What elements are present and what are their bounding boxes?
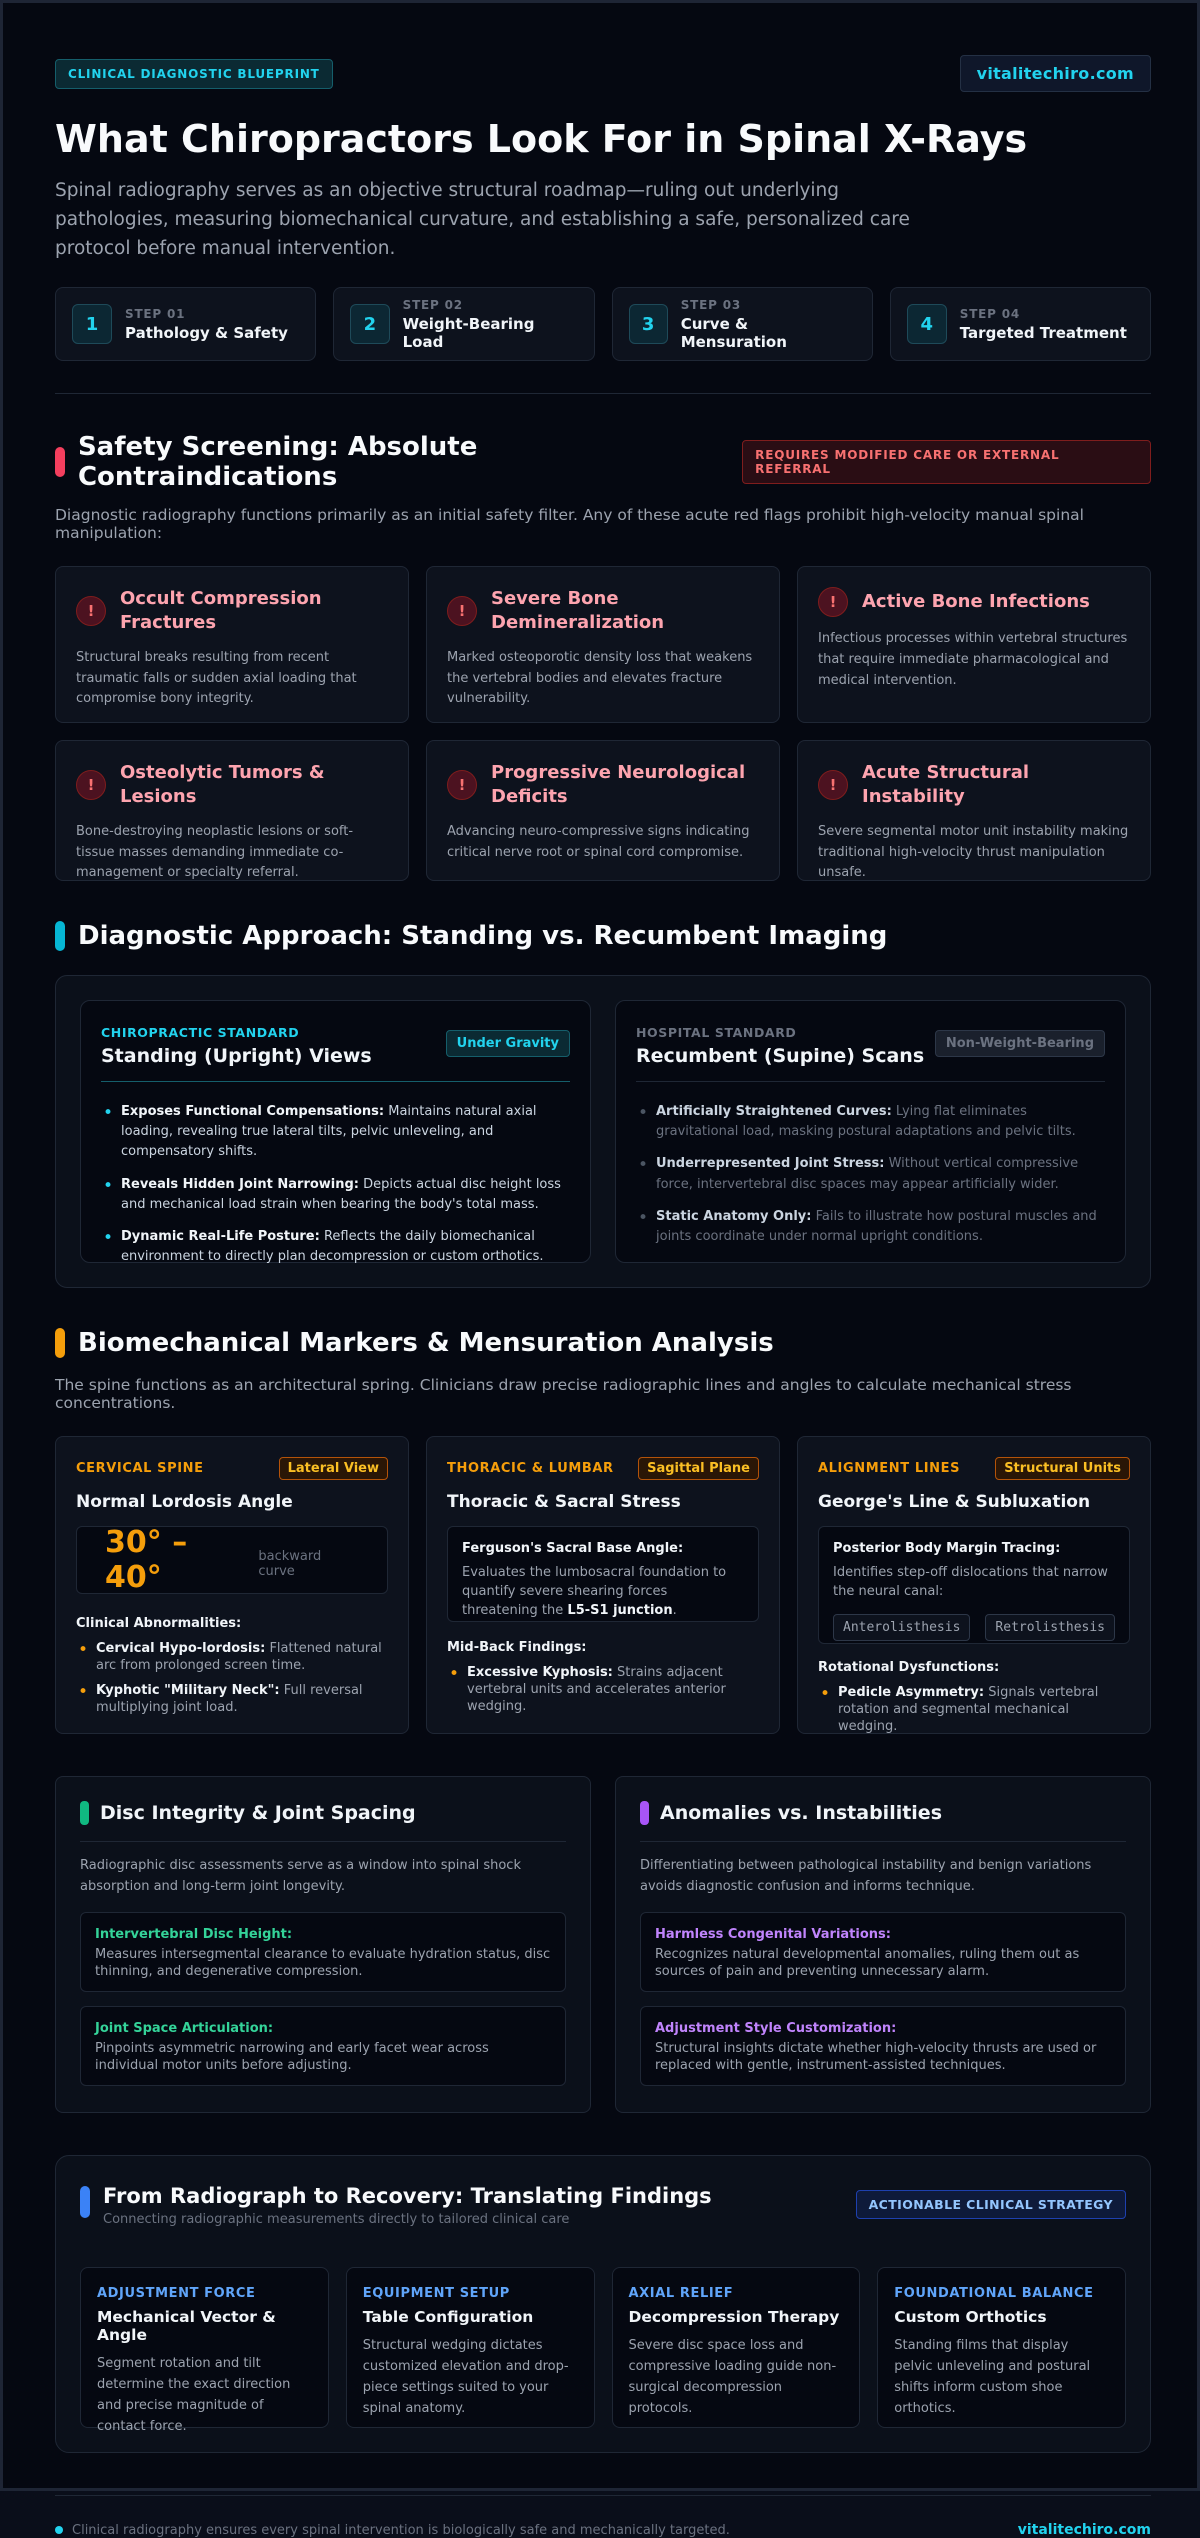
- standing-kicker: CHIROPRACTIC STANDARD: [101, 1025, 300, 1041]
- plane-tag: Sagittal Plane: [638, 1457, 759, 1480]
- red-flag-body: Marked osteoporotic density loss that weakens the vertebral bodies and elevates fracture vulnerability.: [447, 649, 753, 707]
- angle-value: 30° – 40°: [105, 1525, 188, 1596]
- card-title: Decompression Therapy: [628, 2308, 840, 2327]
- imaging-comparison: [55, 975, 1151, 1288]
- standing-card: [80, 1000, 591, 1263]
- section-accent-bar: [55, 921, 65, 951]
- list-item: • Cervical Hypo-lordosis: Flattened natural arc from prolonged screen time.: [76, 1641, 388, 1675]
- red-flag-body: Advancing neuro-compressive signs indicating critical nerve root or spinal cord compromise.: [447, 823, 750, 860]
- diagnostic-title: Diagnostic Approach: Standing vs. Recumbent Imaging: [78, 921, 888, 952]
- safety-subtitle: Diagnostic radiography functions primarily as an initial safety filter. Any of these acute red flags prohibit high-velocity manual spinal manipulation:: [55, 506, 1084, 543]
- cervical-card: [55, 1436, 409, 1734]
- card-title: Normal Lordosis Angle: [76, 1492, 293, 1513]
- footer-site-link[interactable]: vitalitechiro.com: [1017, 2522, 1151, 2538]
- list-item: • Pedicle Asymmetry: Signals vertebral rotation and segmental mechanical wedging.: [818, 1685, 1130, 1736]
- step-kicker: STEP 03: [680, 297, 742, 312]
- item-text: Measures intersegmental clearance to evaluate hydration status, disc thinning, and degenerative compression.: [95, 1946, 551, 1980]
- divider: [636, 1081, 1105, 1082]
- under-gravity-tag: Under Gravity: [446, 1030, 570, 1057]
- card-body: Severe disc space loss and compressive loading guide non-surgical decompression protocols.: [628, 2338, 837, 2416]
- step-kicker: STEP 04: [959, 306, 1021, 321]
- anomalies-title: Anomalies vs. Instabilities: [660, 1802, 943, 1825]
- tracing-box: [818, 1526, 1130, 1644]
- step-card: [612, 287, 873, 361]
- card-title: Custom Orthotics: [894, 2308, 1047, 2327]
- recumbent-title: Recumbent (Supine) Scans: [636, 1045, 925, 1068]
- card-kicker: CERVICAL SPINE: [76, 1461, 204, 1477]
- red-flag-card: [55, 566, 409, 723]
- step-number: 4: [907, 304, 947, 344]
- referral-badge: REQUIRES MODIFIED CARE OR EXTERNAL REFERRAL: [742, 440, 1151, 484]
- step-card: [890, 287, 1151, 361]
- footer-note: Clinical radiography ensures every spinal intervention is biologically safe and mechanically targeted.: [72, 2522, 730, 2538]
- section-accent-bar: [55, 447, 65, 477]
- footer: [55, 2495, 1151, 2538]
- alignment-card: [797, 1436, 1151, 1734]
- card-kicker: ADJUSTMENT FORCE: [97, 2286, 256, 2302]
- divider: [55, 393, 1151, 394]
- anomaly-item: [640, 2006, 1126, 2086]
- box-text: Identifies step-off dislocations that narrow the neural canal:: [833, 1565, 1108, 1599]
- blueprint-badge: CLINICAL DIAGNOSTIC BLUEPRINT: [55, 59, 333, 89]
- red-flag-card: [426, 566, 780, 723]
- list-item: • Underrepresented Joint Stress: Without vertical compressive force, intervertebral disc spaces may appear artificially wider.: [636, 1154, 1105, 1194]
- dysfunction-list: [818, 1685, 1130, 1736]
- red-flag-card: [426, 740, 780, 881]
- top-bar: [55, 55, 1151, 92]
- card-kicker: ALIGNMENT LINES: [818, 1461, 961, 1477]
- standing-title: Standing (Upright) Views: [101, 1045, 372, 1068]
- box-label: Ferguson's Sacral Base Angle:: [462, 1541, 684, 1557]
- biomech-header: [55, 1328, 1151, 1358]
- card-title: Table Configuration: [362, 2308, 534, 2327]
- recovery-subtitle: Connecting radiographic measurements directly to tailored clinical care: [103, 2212, 570, 2228]
- anterolisthesis-chip: Anterolisthesis: [833, 1614, 970, 1641]
- disc-title: Disc Integrity & Joint Spacing: [100, 1802, 416, 1825]
- section-accent-bar: [55, 1328, 65, 1358]
- recumbent-list: [636, 1102, 1105, 1247]
- red-flag-body: Structural breaks resulting from recent traumatic falls or sudden axial loading that compromise bony integrity.: [76, 649, 357, 707]
- divider: [101, 1081, 570, 1082]
- divider: [640, 1841, 1126, 1842]
- red-flag-title: Active Bone Infections: [862, 591, 1090, 612]
- alert-icon: !: [76, 596, 106, 626]
- card-body: Structural wedging dictates customized elevation and drop-piece settings suited to your spinal anatomy.: [362, 2338, 569, 2416]
- item-label: Harmless Congenital Variations:: [655, 1926, 891, 1942]
- list-item: • Static Anatomy Only: Fails to illustrate how postural muscles and joints coordinate under normal upright conditions.: [636, 1207, 1105, 1247]
- abnormality-list: [76, 1641, 388, 1717]
- alert-icon: !: [447, 770, 477, 800]
- page-title: What Chiropractors Look For in Spinal X-Rays: [55, 117, 1028, 161]
- item-label: Adjustment Style Customization:: [655, 2020, 897, 2036]
- thoracic-card: [426, 1436, 780, 1734]
- marker-grid: [55, 1436, 1151, 1734]
- standing-list: [101, 1102, 570, 1267]
- step-label: Weight-Bearing Load: [402, 314, 535, 351]
- divider: [80, 1841, 566, 1842]
- recumbent-kicker: HOSPITAL STANDARD: [636, 1025, 797, 1041]
- item-label: Intervertebral Disc Height:: [95, 1926, 293, 1942]
- red-flag-body: Bone-destroying neoplastic lesions or soft-tissue masses demanding immediate co-management or specialty referral.: [76, 823, 354, 881]
- red-flag-title: Osteolytic Tumors & Lesions: [120, 762, 325, 808]
- list-item: • Excessive Kyphosis: Strains adjacent vertebral units and accelerates anterior wedging.: [447, 1665, 759, 1716]
- card-title: Thoracic & Sacral Stress: [447, 1492, 681, 1513]
- box-label: Posterior Body Margin Tracing:: [833, 1541, 1061, 1557]
- red-flag-title: Occult Compression Fractures: [120, 588, 322, 634]
- section-accent-bar: [80, 1801, 89, 1825]
- disc-card: [55, 1776, 591, 2113]
- site-link[interactable]: vitalitechiro.com: [960, 55, 1151, 92]
- safety-title: Safety Screening: Absolute Contraindications: [77, 432, 478, 493]
- list-label: Rotational Dysfunctions:: [818, 1660, 1000, 1676]
- retrolisthesis-chip: Retrolisthesis: [985, 1614, 1115, 1641]
- card-body: Segment rotation and tilt determine the exact direction and precise magnitude of contact force.: [97, 2356, 291, 2434]
- item-text: Pinpoints asymmetric narrowing and early facet wear across individual motor units before adjusting.: [95, 2040, 489, 2074]
- finding-list: [447, 1665, 759, 1716]
- strategy-badge: ACTIONABLE CLINICAL STRATEGY: [856, 2190, 1126, 2219]
- red-flag-grid: [55, 566, 1151, 881]
- integrity-grid: [55, 1776, 1151, 2113]
- card-title: George's Line & Subluxation: [818, 1492, 1091, 1513]
- red-flag-card: [797, 566, 1151, 723]
- step-number: 3: [629, 304, 668, 344]
- list-label: Mid-Back Findings:: [447, 1640, 587, 1656]
- list-item: • Dynamic Real-Life Posture: Reflects the daily biomechanical environment to directly plan decompression or custom orthotics.: [101, 1227, 570, 1267]
- step-number: 2: [350, 304, 389, 344]
- red-flag-title: Severe Bone Demineralization: [491, 588, 665, 634]
- red-flag-card: [797, 740, 1151, 881]
- recovery-panel: [55, 2155, 1151, 2453]
- step-label: Targeted Treatment: [959, 323, 1127, 342]
- biomech-subtitle: The spine functions as an architectural spring. Clinicians draw precise radiographic lines and angles to calculate mechanical stress concentrations.: [55, 1376, 1072, 1413]
- list-item: • Exposes Functional Compensations: Maintains natural axial loading, revealing true lateral tilts, pelvic unleveling, and compensatory shifts.: [101, 1102, 570, 1162]
- alert-icon: !: [818, 770, 848, 800]
- item-label: Joint Space Articulation:: [95, 2020, 274, 2036]
- recovery-card: [346, 2267, 595, 2428]
- recovery-card: [612, 2267, 861, 2428]
- red-flag-title: Progressive Neurological Deficits: [491, 762, 746, 808]
- card-kicker: THORACIC & LUMBAR: [447, 1461, 614, 1477]
- non-weight-bearing-tag: Non-Weight-Bearing: [935, 1030, 1105, 1057]
- disc-item: [80, 1912, 566, 1992]
- card-kicker: EQUIPMENT SETUP: [362, 2286, 510, 2302]
- list-item: • Artificially Straightened Curves: Lying flat eliminates gravitational load, masking postural adaptations and pelvic tilts.: [636, 1102, 1105, 1142]
- step-number: 1: [72, 304, 112, 344]
- box-text: Evaluates the lumbosacral foundation to quantify severe shearing forces threatening the L5-S1 junction.: [462, 1565, 727, 1618]
- list-item: • Kyphotic "Military Neck": Full reversal multiplying joint load.: [76, 1683, 388, 1717]
- diagnostic-header: [55, 921, 1151, 951]
- angle-note: backward curve: [258, 1549, 322, 1580]
- recovery-card: [80, 2267, 329, 2434]
- safety-header: [55, 432, 1151, 492]
- section-accent-bar: [640, 1801, 649, 1825]
- alert-icon: !: [76, 770, 106, 800]
- recovery-title: From Radiograph to Recovery: Translating Findings: [103, 2184, 712, 2209]
- units-tag: Structural Units: [995, 1457, 1130, 1480]
- step-kicker: STEP 01: [125, 306, 186, 321]
- card-title: Mechanical Vector & Angle: [97, 2308, 276, 2345]
- step-card: [55, 287, 316, 361]
- page-lead: Spinal radiography serves as an objective structural roadmap—ruling out underlying pathologies, measuring biomechanical curvature, and establishing a safe, personalized care protocol before manual intervention.: [55, 179, 910, 259]
- alert-icon: !: [818, 587, 848, 617]
- red-flag-title: Acute Structural Instability: [862, 762, 1030, 808]
- alert-icon: !: [447, 596, 477, 626]
- step-label: Curve & Mensuration: [680, 314, 787, 351]
- step-label: Pathology & Safety: [125, 323, 288, 342]
- biomech-title: Biomechanical Markers & Mensuration Analysis: [78, 1328, 774, 1359]
- status-dot-icon: [55, 2526, 63, 2534]
- red-flag-card: [55, 740, 409, 881]
- item-text: Structural insights dictate whether high-velocity thrusts are used or replaced with gentle, instrument-assisted techniques.: [655, 2040, 1097, 2074]
- step-card: [333, 287, 594, 361]
- angle-readout: [76, 1526, 388, 1594]
- step-kicker: STEP 02: [402, 297, 463, 312]
- card-body: Standing films that display pelvic unleveling and postural shifts inform custom shoe orthotics.: [894, 2338, 1091, 2416]
- recumbent-card: [615, 1000, 1126, 1263]
- section-accent-bar: [80, 2186, 90, 2218]
- red-flag-body: Severe segmental motor unit instability making traditional high-velocity thrust manipulation unsafe.: [818, 823, 1129, 881]
- disc-subtitle: Radiographic disc assessments serve as a window into spinal shock absorption and long-term joint longevity.: [80, 1858, 521, 1894]
- list-item: • Reveals Hidden Joint Narrowing: Depicts actual disc height loss and mechanical load strain when bearing the body's total mass.: [101, 1175, 570, 1215]
- item-text: Recognizes natural developmental anomalies, ruling them out as sources of pain and preventing unnecessary alarm.: [655, 1946, 1080, 1980]
- list-label: Clinical Abnormalities:: [76, 1616, 242, 1632]
- recovery-grid: [80, 2267, 1126, 2434]
- red-flag-body: Infectious processes within vertebral structures that require immediate pharmacological and medical intervention.: [818, 631, 1128, 688]
- page: [55, 55, 1151, 2538]
- anomaly-item: [640, 1912, 1126, 1992]
- anomalies-card: [615, 1776, 1151, 2113]
- card-kicker: FOUNDATIONAL BALANCE: [894, 2286, 1094, 2302]
- view-tag: Lateral View: [279, 1457, 388, 1480]
- anomalies-subtitle: Differentiating between pathological instability and benign variations avoids diagnostic confusion and informs technique.: [640, 1858, 1092, 1894]
- ferguson-box: [447, 1526, 759, 1622]
- recovery-card: [877, 2267, 1126, 2428]
- step-tracker: [55, 287, 1151, 361]
- card-kicker: AXIAL RELIEF: [628, 2286, 734, 2302]
- disc-item: [80, 2006, 566, 2086]
